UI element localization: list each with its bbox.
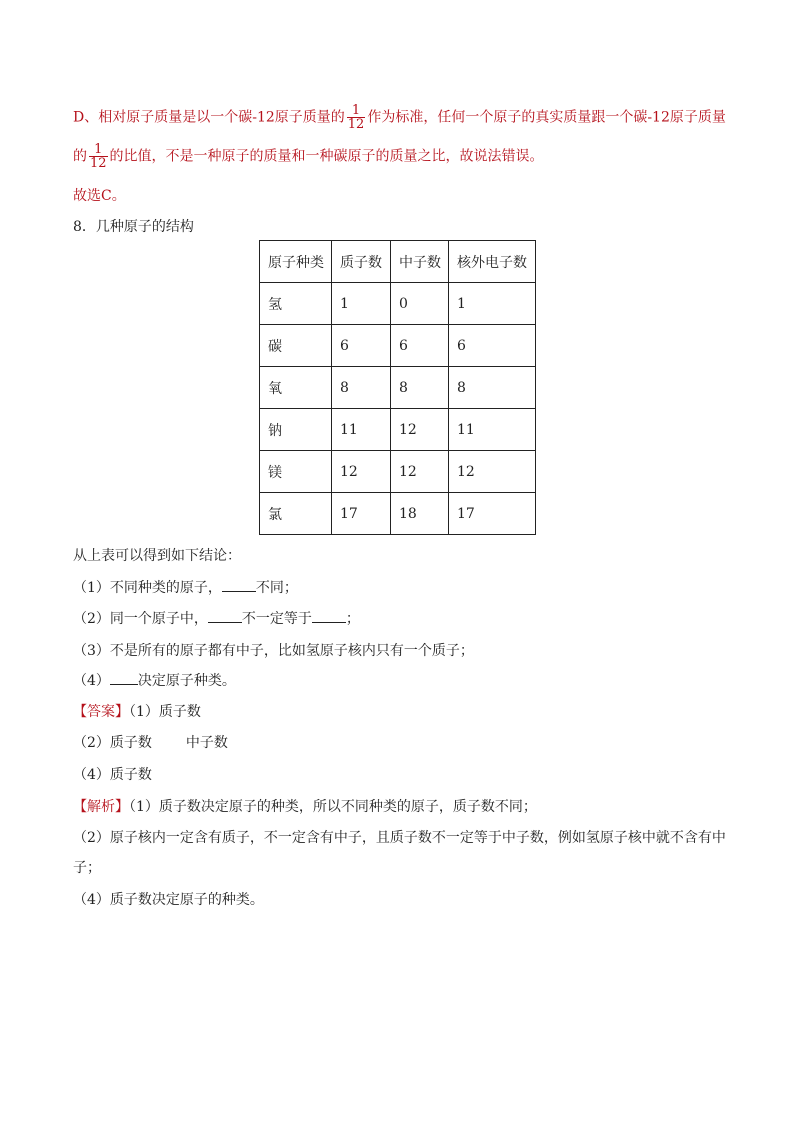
table-cell: 氯	[260, 493, 332, 535]
table-cell: 0	[391, 283, 449, 325]
option-d-text-a: D、相对原子质量是以一个碳-12原子质量的	[73, 109, 345, 126]
conclusion-3: （3）不是所有的原子都有中子，比如氢原子核内只有一个质子；	[73, 643, 474, 659]
header-cell: 原子种类	[260, 241, 332, 283]
table-cell: 18	[391, 493, 449, 535]
conclusion-2	[73, 608, 360, 628]
header-cell: 中子数	[391, 241, 449, 283]
header-cell: 质子数	[332, 241, 391, 283]
table-row	[260, 493, 536, 535]
option-d-line2	[73, 143, 544, 170]
conclusion-1-post: 不同；	[255, 580, 298, 596]
answer-blank[interactable]	[208, 609, 242, 623]
answer-line-1	[73, 701, 201, 721]
answer-blank[interactable]	[312, 609, 346, 623]
table-cell: 6	[332, 325, 391, 367]
option-d-text-pre: 的	[73, 148, 87, 165]
answer-2a: （2）质子数	[73, 735, 152, 751]
analysis-line-1	[73, 796, 537, 816]
table-cell: 钠	[260, 409, 332, 451]
conclusion-2-pre: （2）同一个原子中，	[73, 611, 208, 627]
fraction-denominator: 12	[90, 156, 107, 171]
analysis-line-4: （4）质子数决定原子的种类。	[73, 892, 264, 908]
table-cell: 8	[332, 367, 391, 409]
table-cell: 12	[332, 451, 391, 493]
fraction-denominator: 12	[347, 117, 365, 132]
table-cell: 12	[391, 409, 449, 451]
answer-1: （1）质子数	[129, 704, 201, 720]
option-d-text-c: 的比值，不是一种原子的质量和一种碳原子的质量之比，故说法错误。	[109, 148, 544, 165]
answer-tag: 【答案】	[73, 704, 129, 720]
analysis-1: （1）质子数决定原子的种类，所以不同种类的原子，质子数不同；	[129, 799, 537, 815]
table-cell: 1	[449, 283, 536, 325]
fraction-one-twelfth	[347, 104, 366, 131]
table-cell: 11	[332, 409, 391, 451]
table-cell: 氧	[260, 367, 332, 409]
answer-2b: 中子数	[185, 735, 228, 751]
conclusion-4	[73, 670, 236, 690]
table-cell: 6	[391, 325, 449, 367]
table-cell: 12	[449, 451, 536, 493]
table-row	[260, 283, 536, 325]
answer-blank[interactable]	[110, 671, 138, 685]
table-row	[260, 409, 536, 451]
fraction-one-twelfth-2	[89, 143, 108, 170]
table-cell: 17	[332, 493, 391, 535]
option-d-text-b: 作为标准，任何一个原子的真实质量跟一个碳-12原子质量	[367, 109, 726, 126]
table-cell: 6	[449, 325, 536, 367]
table-cell: 氢	[260, 283, 332, 325]
atom-structure-table	[259, 240, 536, 535]
table-cell: 镁	[260, 451, 332, 493]
fraction-numerator: 1	[94, 142, 103, 157]
fraction-numerator: 1	[351, 103, 361, 118]
table-cell: 17	[449, 493, 536, 535]
conclusion-2-mid: 不一定等于	[241, 611, 312, 627]
conclusion-intro: 从上表可以得到如下结论：	[73, 548, 241, 564]
table-cell: 12	[391, 451, 449, 493]
analysis-tag: 【解析】	[73, 799, 129, 815]
table-cell: 11	[449, 409, 536, 451]
conclusion-4-post: 决定原子种类。	[137, 673, 236, 689]
option-d-line1	[73, 104, 726, 131]
table-cell: 8	[449, 367, 536, 409]
header-cell: 核外电子数	[449, 241, 536, 283]
answer-line-2	[73, 732, 228, 752]
table-header-row	[260, 241, 536, 283]
question-title: 8．几种原子的结构	[73, 219, 194, 235]
answer-blank[interactable]	[222, 578, 256, 592]
choose-answer: 故选C。	[73, 188, 126, 204]
conclusion-1	[73, 577, 298, 597]
conclusion-1-pre: （1）不同种类的原子，	[73, 580, 222, 596]
conclusion-4-pre: （4）	[73, 673, 110, 689]
analysis-line-2b: 子；	[73, 860, 101, 876]
table-row	[260, 451, 536, 493]
table-row	[260, 325, 536, 367]
table-cell: 1	[332, 283, 391, 325]
table-cell: 碳	[260, 325, 332, 367]
answer-line-4: （4）质子数	[73, 767, 152, 783]
table-cell: 8	[391, 367, 449, 409]
analysis-line-2a: （2）原子核内一定含有质子，不一定含有中子，且质子数不一定等于中子数，例如氢原子核中就不含有中	[73, 830, 726, 846]
conclusion-2-post: ；	[345, 611, 360, 627]
table-row	[260, 367, 536, 409]
